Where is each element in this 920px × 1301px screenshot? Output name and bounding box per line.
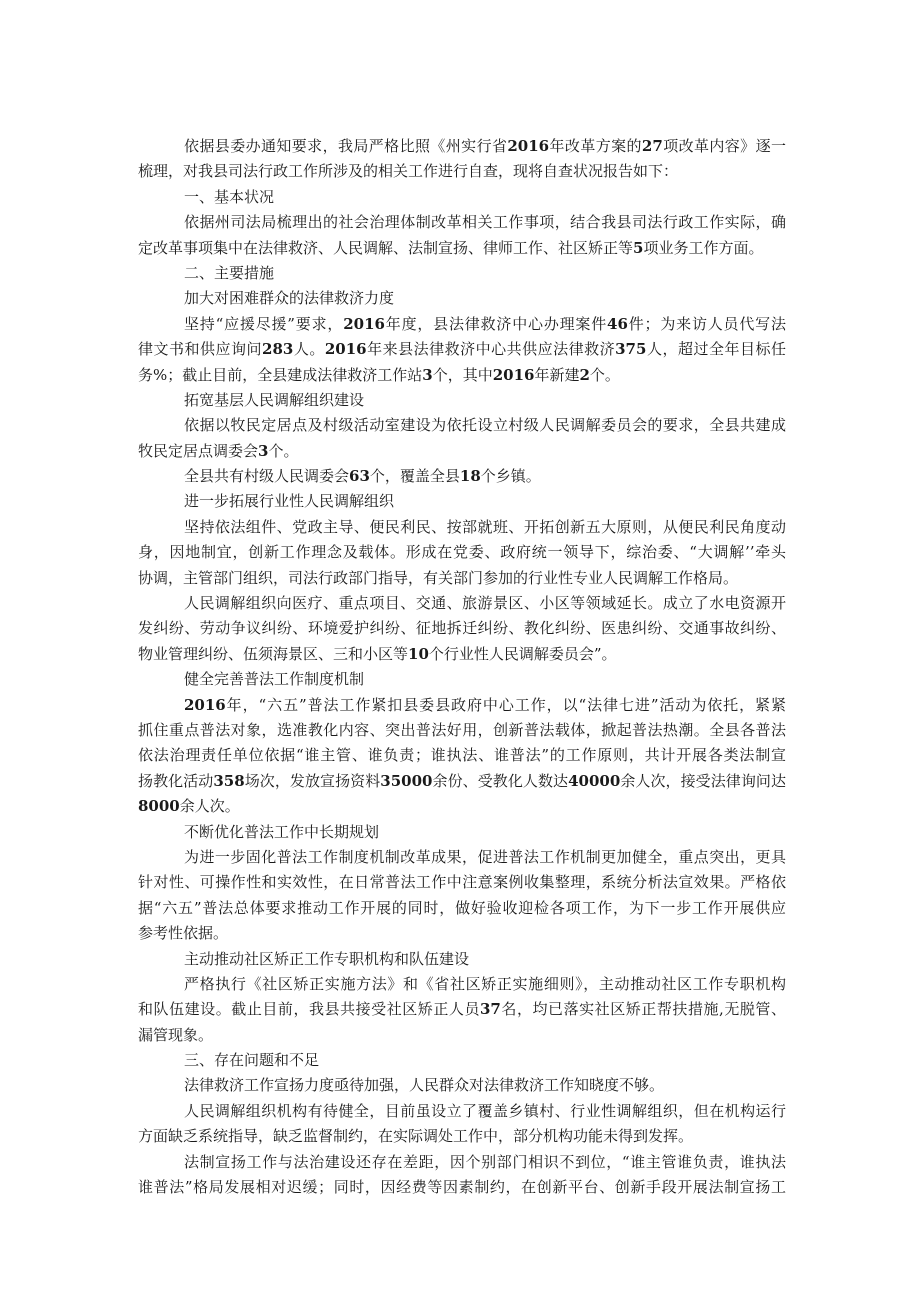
text-line: 扬教化活动358场次，发放宣扬资料35000余份、受教化人数达40000余人次，接受法律询问达 [138,771,786,790]
text-line: 主动推动社区矫正工作专职机构和队伍建设 [184,949,470,968]
text-line: 人民调解组织机构有待健全，目前虽设立了覆盖乡镇村、行业性调解组织，但在机构运行 [184,1101,786,1120]
text-line: 进一步拓展行业性人民调解组织 [184,492,395,511]
text-line: 牧民定居点调委会3个。 [138,441,299,460]
text-line: 法律救济工作宣扬力度亟待加强，人民群众对法律救济工作知晓度不够。 [184,1076,665,1095]
text-line: 为进一步固化普法工作制度机制改革成果，促进普法工作机制更加健全，重点突出，更具 [184,847,786,866]
text-line: 抓住重点普法对象，选准教化内容、突出普法好用，创新普法载体，掀起普法热潮。全县各普法 [138,720,786,739]
text-line: 二、主要措施 [184,263,275,282]
text-line: 律文书和供应询问283人。2016年来县法律救济中心共供应法律救济375人，超过全年目标任 [138,340,786,359]
text-line: 协调，主管部门组织，司法行政部门指导，有关部门参加的行业性专业人民调解工作格局。 [138,568,739,587]
text-line: 定改革事项集中在法律救济、人民调解、法制宣扬、律师工作、社区矫正等5项业务工作方面。 [138,238,764,257]
text-line: 身，因地制宜，创新工作理念及载体。形成在党委、政府统一领导下，综治委、“大调解’’牵头 [138,543,786,562]
text-line: 坚持“应援尽援”要求，2016年度，县法律救济中心办理案件46件；为来访人员代写法 [184,314,786,333]
text-line: 物业管理纠纷、伍须海景区、三和小区等10个行业性人民调解委员会”。 [138,644,617,663]
text-line: 坚持依法组件、党政主导、便民利民、按部就班、开拓创新五大原则，从便民利民角度动 [184,517,786,536]
text-line: 拓宽基层人民调解组织建设 [184,390,365,409]
text-line: 依据以牧民定居点及村级活动室建设为依托设立村级人民调解委员会的要求，全县共建成 [184,416,786,435]
text-line: 人民调解组织向医疗、重点项目、交通、旅游景区、小区等领域延长。成立了水电资源开 [184,594,786,613]
text-line: 依据县委办通知要求，我局严格比照《州实行省2016年改革方案的27项改革内容》逐一 [184,137,786,155]
text-line: 健全完善普法工作制度机制 [184,670,365,689]
text-line: 三、存在问题和不足 [184,1051,320,1070]
text-line: 法制宣扬工作与法治建设还存在差距，因个别部门相识不到位，“谁主管谁负责，谁执法 [184,1152,786,1171]
text-line: 加大对困难群众的法律救济力度 [184,289,395,308]
text-line: 8000余人次。 [138,797,240,816]
text-line: 漏管现象。 [138,1025,214,1044]
text-line: 一、基本状况 [184,187,275,206]
text-line: 据“六五”普法总体要求推动工作开展的同时，做好验收迎检各项工作，为下一步工作开展供应 [138,898,786,917]
text-line: 和队伍建设。截止目前，我县共接受社区矫正人员37名，均已落实社区矫正帮扶措施,无脱管、 [138,1000,786,1019]
text-line: 发纠纷、劳动争议纠纷、环境爱护纠纷、征地拆迁纠纷、教化纠纷、医患纠纷、交通事故纠纷、 [138,619,786,638]
text-line: 务%；截止目前，全县建成法律救济工作站3个，其中2016年新建2个。 [138,365,620,384]
text-line: 方面缺乏系统指导，缺乏监督制约，在实际调处工作中，部分机构功能未得到发挥。 [138,1127,694,1146]
text-line: 针对性、可操作性和实效性，在日常普法工作中注意案例收集整理，系统分析法宣效果。严格依 [138,873,786,892]
text-line: 参考性依据。 [138,924,229,943]
text-line: 谁普法”格局发展相对迟缓；同时，因经费等因素制约，在创新平台、创新手段开展法制宣扬工 [138,1178,786,1197]
text-line: 2016年，“六五”普法工作紧扣县委县政府中心工作，以“法律七进”活动为依托，紧紧 [184,695,786,714]
text-line: 依法治理责任单位依据“谁主管、谁负责；谁执法、谁普法”的工作原则，共计开展各类法制宣 [138,746,786,765]
text-line: 依据州司法局梳理出的社会治理体制改革相关工作事项，结合我县司法行政工作实际，确 [184,213,786,232]
text-line: 梳理，对我县司法行政工作所涉及的相关工作进行自查，现将自查状况报告如下： [138,162,679,181]
text-line: 全县共有村级人民调委会63个，覆盖全县18个乡镇。 [184,467,541,486]
document-body [138,134,786,1200]
text-line: 不断优化普法工作中长期规划 [184,822,380,841]
text-line: 严格执行《社区矫正实施方法》和《省社区矫正实施细则》，主动推动社区工作专职机构 [184,974,786,993]
